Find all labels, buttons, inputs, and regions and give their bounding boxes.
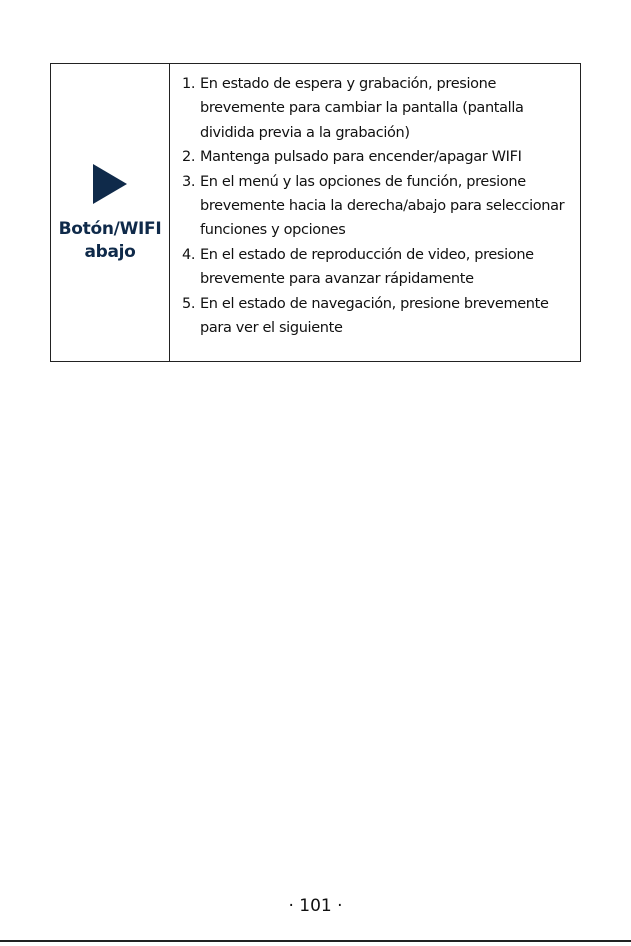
function-item-number: 4. [182, 246, 196, 263]
bottom-divider [0, 940, 631, 942]
function-item [182, 145, 580, 169]
function-item-text: En el menú y las opciones de función, presione brevemente hacia la derecha/abajo para seleccionar funciones y opciones [200, 173, 565, 239]
function-item-text: Mantenga pulsado para encender/apagar WIFI [200, 149, 522, 166]
button-cell [51, 64, 170, 361]
page-number: · 101 · [288, 896, 343, 916]
function-list [182, 72, 580, 340]
function-item-text: En el estado de navegación, presione brevemente para ver el siguiente [200, 295, 549, 337]
play-triangle-icon [93, 164, 127, 204]
button-label-line1: Botón/WIFI [58, 218, 162, 239]
button-function-table [50, 63, 581, 362]
function-item-number: 1. [182, 76, 196, 92]
function-item-number: 3. [182, 173, 196, 190]
function-item [182, 243, 580, 292]
function-description-cell [170, 64, 580, 361]
function-item [182, 170, 580, 243]
function-item [182, 292, 580, 341]
function-item-number: 2. [182, 149, 196, 166]
function-item [182, 72, 580, 145]
function-item-text: En el estado de reproducción de video, presione brevemente para avanzar rápidamente [200, 246, 534, 288]
button-label-line2: abajo [84, 241, 136, 262]
function-item-number: 5. [182, 295, 196, 312]
function-item-text: En estado de espera y grabación, presione brevemente para cambiar la pantalla (pantalla dividida previa a la grabación) [200, 76, 524, 141]
button-label [59, 218, 162, 264]
